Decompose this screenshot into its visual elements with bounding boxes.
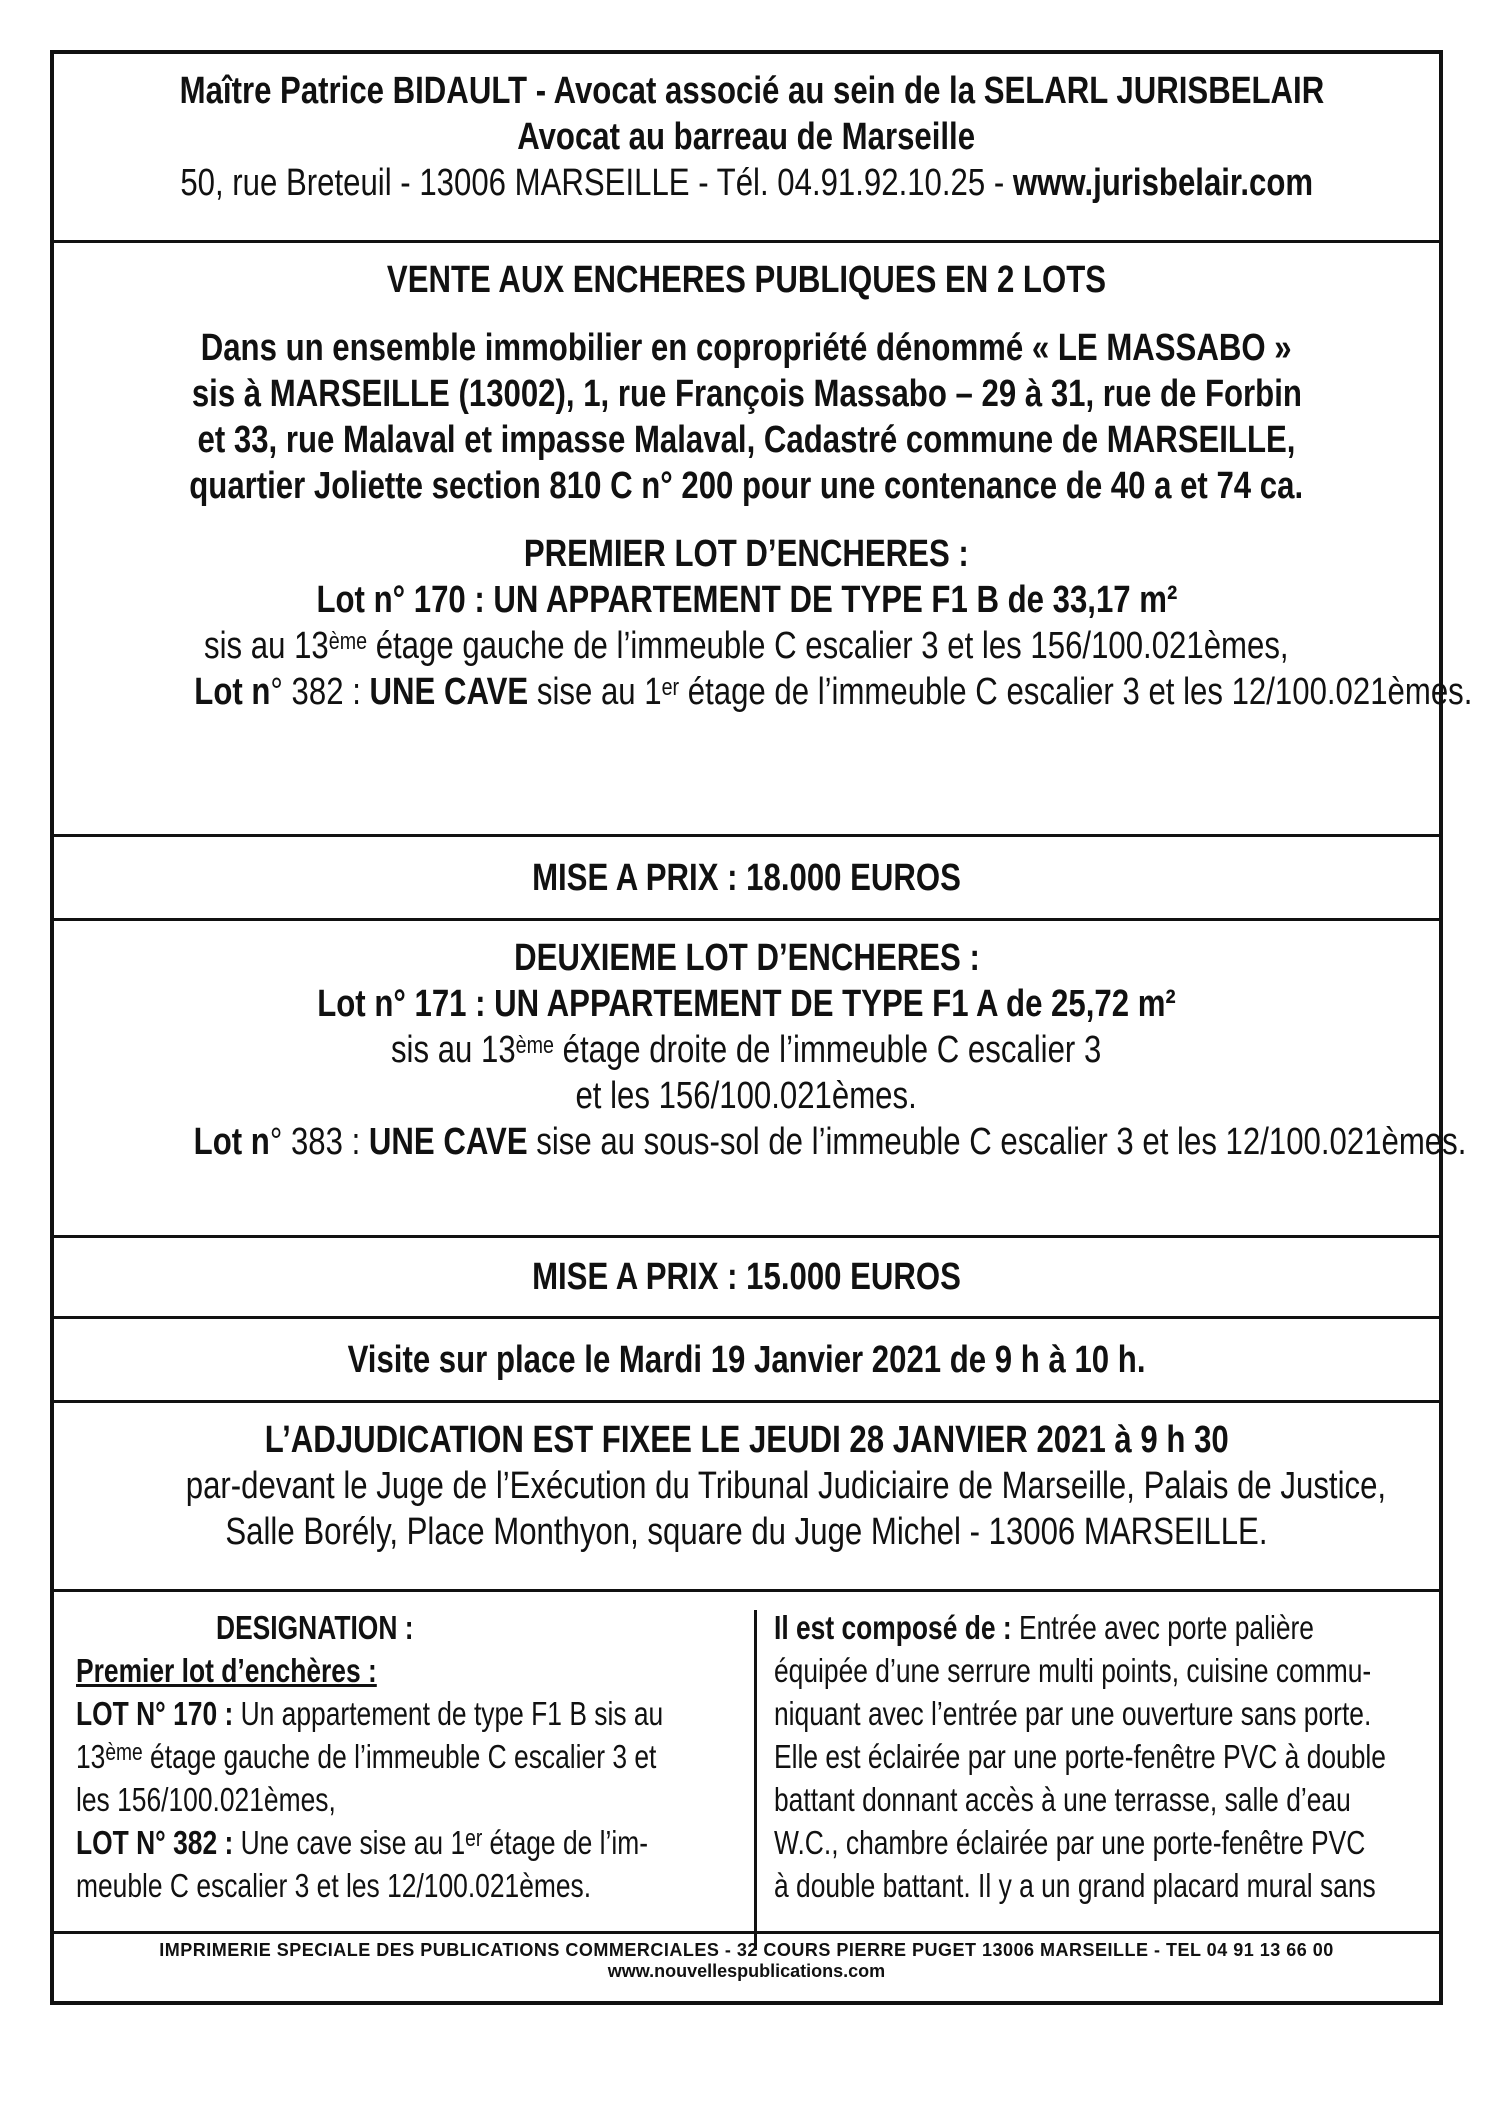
starting-price-1: MISE A PRIX : 18.000 EUROS <box>532 857 961 899</box>
property-desc-1: Dans un ensemble immobilier en copropriété dénommé « LE MASSABO » <box>201 327 1292 369</box>
column-divider <box>754 1610 757 1950</box>
lot2-detail: sis au 13ème étage droite de l’immeuble C escalier 3 <box>391 1029 1102 1071</box>
lot170-label: LOT N° 170 : <box>76 1695 234 1732</box>
adjudication-title: L’ADJUDICATION EST FIXEE LE JEUDI 28 JANVIER 2021 à 9 h 30 <box>264 1419 1229 1461</box>
sale-section <box>54 243 1473 837</box>
lot2-detail-2: et les 156/100.021èmes. <box>575 1075 918 1117</box>
lawyer-website[interactable]: www.jurisbelair.com <box>1012 162 1313 204</box>
lawyer-name: Maître Patrice BIDAULT - Avocat associé au sein de la SELARL JURISBELAIR <box>179 70 1325 112</box>
adjudication-line-1: par-devant le Juge de l’Exécution du Tribunal Judiciaire de Marseille, Palais de Justice, <box>185 1465 1387 1507</box>
designation-title: DESIGNATION : <box>216 1609 414 1646</box>
lawyer-bar: Avocat au barreau de Marseille <box>517 116 976 158</box>
lawyer-header <box>54 54 1439 243</box>
lot1-cave: Lot n° 382 : UNE CAVE sise au 1er étage de l’immeuble C escalier 3 et les 12/100.021èmes. <box>194 671 1473 713</box>
visit-info: Visite sur place le Mardi 19 Janvier 2021 de 9 h à 10 h. <box>347 1339 1146 1381</box>
lot1-detail: sis au 13ème étage gauche de l’immeuble C escalier 3 et les 156/100.021èmes, <box>204 625 1289 667</box>
sale-title: VENTE AUX ENCHERES PUBLIQUES EN 2 LOTS <box>386 259 1107 301</box>
designation-subtitle: Premier lot d’enchères : <box>76 1652 377 1689</box>
printer-footer <box>54 1926 1439 2001</box>
lot2-heading: DEUXIEME LOT D’ENCHERES : <box>513 937 980 979</box>
lot1-heading: PREMIER LOT D’ENCHERES : <box>524 533 969 575</box>
property-desc-2: sis à MARSEILLE (13002), 1, rue François Massabo – 29 à 31, rue de Forbin <box>191 373 1302 415</box>
price1-section <box>54 837 1439 921</box>
lot382-label: LOT N° 382 : <box>76 1824 234 1861</box>
designation-left-column: DESIGNATION : Premier lot d’enchères : LOT N° 170 : Un appartement de type F1 B sis au 13ème étage gauche de l’immeuble C escalier 3 et les 156/100.021èmes, LOT N° 382 : Une cave sise au 1er étage de l’im- meuble C escalier 3 et les 12/100.021èmes. <box>76 1606 741 1931</box>
printer-info: IMPRIMERIE SPECIALE DES PUBLICATIONS COMMERCIALES - 32 COURS PIERRE PUGET 13006 MARSEILLE - TEL 04 91 13 66 00 <box>159 1940 1334 1960</box>
lot2-section <box>54 921 1467 1238</box>
lot2-main: Lot n° 171 : UN APPARTEMENT DE TYPE F1 A de 25,72 m² <box>317 983 1176 1025</box>
visit-section <box>54 1319 1439 1403</box>
lawyer-address: 50, rue Breteuil - 13006 MARSEILLE - Tél. 04.91.92.10.25 - <box>180 162 1013 204</box>
notice-frame <box>50 50 1473 2005</box>
designation-section <box>54 1592 1439 1934</box>
starting-price-2: MISE A PRIX : 15.000 EUROS <box>532 1256 961 1298</box>
composition-right-column: Il est composé de : Entrée avec porte palière équipée d’une serrure multi points, cuisine commu- niquant avec l’entrée par une ouverture sans porte. Elle est éclairée par une porte-fenêtre PVC à double battant donnant accès à une terrasse, salle d’eau W.C., chambre éclairée par une porte-fenêtre PVC à double battant. Il y a un grand placard mural sans <box>774 1609 1386 1904</box>
property-desc-4: quartier Joliette section 810 C n° 200 pour une contenance de 40 a et 74 ca. <box>189 465 1304 507</box>
price2-section <box>54 1238 1439 1319</box>
composition-label: Il est composé de : <box>774 1609 1012 1646</box>
property-desc-3: et 33, rue Malaval et impasse Malaval, Cadastré commune de MARSEILLE, <box>197 419 1296 461</box>
lot1-main: Lot n° 170 : UN APPARTEMENT DE TYPE F1 B de 33,17 m² <box>316 579 1177 621</box>
adjudication-line-2: Salle Borély, Place Monthyon, square du Juge Michel - 13006 MARSEILLE. <box>225 1511 1268 1553</box>
lot2-cave: Lot n° 383 : UNE CAVE sise au sous-sol de l’immeuble C escalier 3 et les 12/100.021èmes. <box>193 1121 1467 1163</box>
printer-website[interactable]: www.nouvellespublications.com <box>607 1961 886 1981</box>
adjudication-section <box>54 1403 1439 1592</box>
